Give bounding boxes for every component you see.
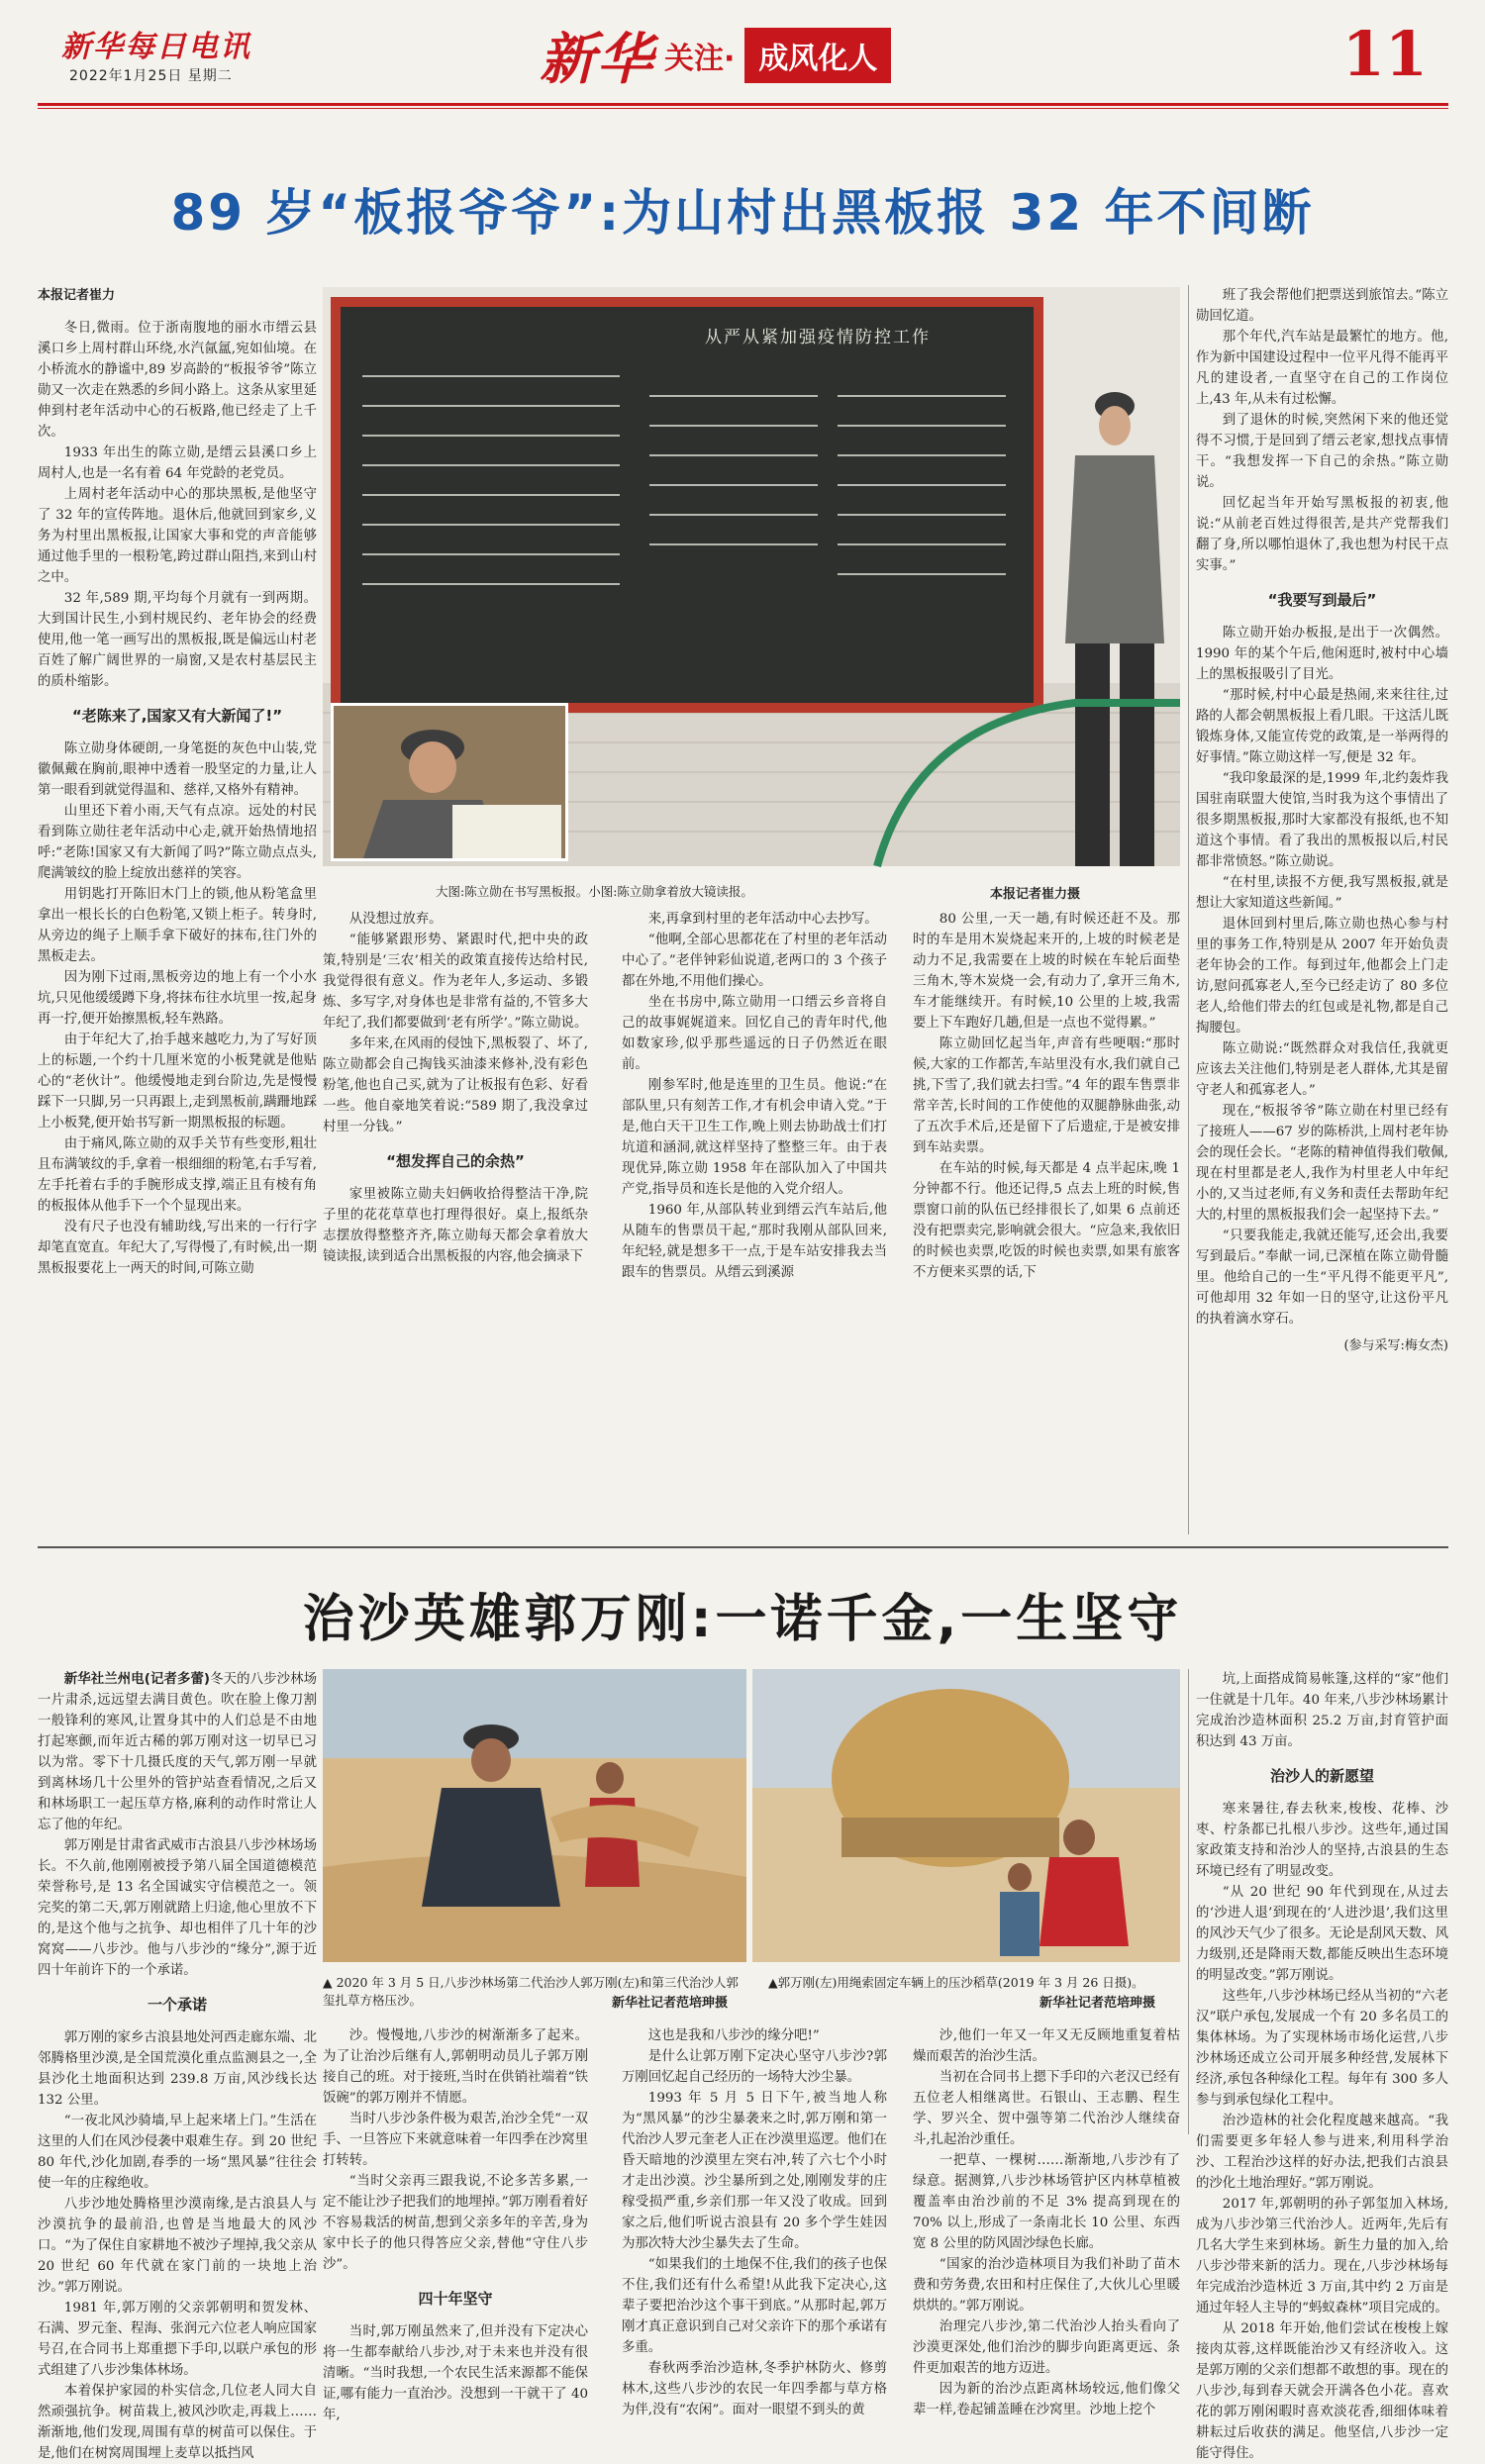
column-rule <box>1188 285 1189 1534</box>
story2-column-4 <box>913 2025 1180 2417</box>
page-number: 11 <box>1341 18 1428 90</box>
paragraph: 治沙造林的社会化程度越来越高。“我们需要更多年轻人参与进来,利用科学治沙、工程治沙这样的好办法,把我们古浪县的沙化土地治理好。”郭万刚说。 <box>1196 2114 1448 2191</box>
paragraph: 1933 年出生的陈立勋,是缙云县溪口乡上周村人,也是一名有着 64 年党龄的老党员。 <box>38 445 317 481</box>
paragraph: 郭万刚是甘肃省武威市古浪县八步沙林场场长。不久前,他刚刚被授予第八届全国道德模范荣誉称号,是 13 名全国诚实守信模范之一。领完奖的第二天,郭万刚就踏上归途,他心里放不下的,是这个他与之抗争、却也相伴了几十年的沙窝窝——八步沙。他与八步沙的“缘分”,源于近四十年前许下的一个承诺。 <box>38 1838 317 1978</box>
paragraph: 到了退休的时候,突然闲下来的他还觉得不习惯,于是回到了缙云老家,想找点事情干。“我想发挥一下自己的余热。”陈立勋说。 <box>1196 413 1448 490</box>
story2-photo-1-caption: ▲ 2020 年 3 月 5 日,八步沙林场第二代治沙人郭万刚(左)和第三代治沙人郭玺扎草方格压沙。 <box>323 1975 739 2008</box>
subheading: 一个承诺 <box>147 1996 207 2014</box>
paragraph: 来,再拿到村里的老年活动中心去抄写。 <box>647 912 878 927</box>
story1-column-1 <box>38 285 317 1534</box>
story1-column-5 <box>1196 285 1448 1534</box>
header-rule-thin <box>38 108 1448 109</box>
paragraph: 因为刚下过雨,黑板旁边的地上有一个小水坑,只见他缓缓蹲下身,将抹布往水坑里一按,起身再一拧,便开始擦黑板,轻车熟路。 <box>38 970 317 1027</box>
story2-photo-2-credit: 新华社记者范培珅摄 <box>1040 1996 1156 2011</box>
paragraph: “他啊,全部心思都花在了村里的老年活动中心了。”老伴钟彩仙说道,老两口的 3 个孩子都在外地,不用他们操心。 <box>622 933 887 989</box>
story2-column-3 <box>622 2025 887 2417</box>
story1-photo-credit: 本报记者崔力摄 <box>990 887 1081 902</box>
paragraph: 寒来暑往,春去秋来,梭梭、花棒、沙枣、柠条都已扎根八步沙。这些年,通过国家政策支持和治沙人的坚持,古浪县的生态环境已经有了明显改变。 <box>1196 1802 1448 1879</box>
dateline: 新华社兰州电(记者多蕾) <box>63 1672 211 1687</box>
paragraph: “只要我能走,我就还能写,还会出,我要写到最后。”奉献一词,已深植在陈立勋骨髓里。他给自己的一生“平凡得不能更平凡”,可他却用 32 年如一日的坚守,让这份平凡的执着滴水穿石。 <box>1196 1229 1448 1327</box>
paragraph: 沙。慢慢地,八步沙的树渐渐多了起来。为了让治沙后继有人,郭朝明动员儿子郭万刚接自己的班。对于接班,当时在供销社端着“铁饭碗”的郭万刚并不情愿。 <box>323 2028 588 2106</box>
story2-photo-1 <box>323 1669 746 1962</box>
paragraph: 用钥匙打开陈旧木门上的锁,他从粉笔盒里拿出一根长长的白色粉笔,又锁上柜子。转身时,从旁边的绳子上顺手拿下破好的抹布,往门外的黑板走去。 <box>38 887 317 964</box>
paragraph: “如果我们的土地保不住,我们的孩子也保不住,我们还有什么希望!从此我下定决心,这辈子要把治沙这个事干到底。”从那时起,郭万刚才真正意识到自己对父亲许下的那个承诺有多重。 <box>622 2257 887 2355</box>
paragraph: 这些年,八步沙林场已经从当初的“六老汉”联户承包,发展成一个有 20 多名员工的集体林场。为了实现林场市场化运营,八步沙林场还成立公司开展多种经营,发展林下经济,承包各种绿化工程。每年有 300 多人参与到承包绿化工程中。 <box>1196 1989 1448 2108</box>
paragraph: 陈立勋说:“既然群众对我信任,我就更应该去关注他们,特别是老人群体,尤其是留守老人和孤寡老人。” <box>1196 1041 1448 1098</box>
paragraph: 家里被陈立勋夫妇俩收拾得整洁干净,院子里的花花草草也打理得很好。桌上,报纸杂志摆放得整整齐齐,陈立勋每天都会拿着放大镜读报,读到适合出黑板报的内容,他会摘录下 <box>323 1187 588 1264</box>
paragraph: 没有尺子也没有辅助线,写出来的一行行字却笔直宽直。年纪大了,写得慢了,有时候,出一期黑板报要花上一两天的时间,可陈立勋 <box>38 1220 317 1276</box>
paragraph: “从 20 世纪 90 年代到现在,从过去的‘沙进人退’到现在的‘人进沙退’,我们这里的风沙天气少了很多。无论是刮风天数、风力级别,还是降雨天数,都能反映出生态环境的明显改变。”郭万刚说。 <box>1196 1885 1448 1983</box>
story1-headline: 89 岁“板报爷爷”:为山村出黑板报 32 年不间断 <box>170 184 1315 242</box>
paragraph: “能够紧跟形势、紧跟时代,把中央的政策,特别是‘三农’相关的政策直接传达给村民,我觉得很有意义。作为老年人,多运动、多锻炼、多写字,对身体也是非常有益的,不管多大年纪了,我们都要做到‘老有所学’。”陈立勋说。 <box>323 933 588 1031</box>
story1-column-2 <box>323 909 588 1534</box>
paragraph: 1981 年,郭万刚的父亲郭朝明和贺发林、石满、罗元奎、程海、张润元六位老人响应国家号召,在合同书上郑重摁下手印,以联户承包的形式组建了八步沙集体林场。 <box>38 2301 317 2378</box>
blackboard-title: 从严从紧加强疫情防控工作 <box>705 328 931 347</box>
paragraph: 班了我会帮他们把票送到旅馆去。”陈立勋回忆道。 <box>1196 288 1448 324</box>
paragraph: “我印象最深的是,1999 年,北约轰炸我国驻南联盟大使馆,当时我为这个事情出了很多期黑板报,那时大家都没有报纸,也不知道这个事情。看了我出的黑板报以后,村民都非常愤怒。”陈立勋说。 <box>1196 771 1448 869</box>
story2-photo-2-caption: ▲郭万刚(左)用绳索固定车辆上的压沙稻草(2019 年 3 月 26 日摄)。 <box>768 1975 1144 1990</box>
story2-headline: 治沙英雄郭万刚:一诺千金,一生坚守 <box>302 1590 1183 1649</box>
header-rule <box>38 103 1448 106</box>
paragraph: 因为新的治沙点距离林场较远,他们像父辈一样,卷起铺盖睡在沙窝里。沙地上挖个 <box>913 2382 1180 2417</box>
paragraph: 一把草、一棵树……渐渐地,八步沙有了绿意。据测算,八步沙林场管护区内林草植被覆盖率由治沙前的不足 3% 提高到现在的 70% 以上,形成了一条南北长 10 公里、东西宽 8 公里的防风固沙绿色长廊。 <box>913 2153 1180 2251</box>
subheading: “想发挥自己的余热” <box>386 1152 525 1170</box>
column-rule <box>1188 1669 1189 2134</box>
paragraph: 这也是我和八步沙的缘分吧!” <box>647 2028 820 2043</box>
paragraph: 从没想过放弃。 <box>348 912 443 927</box>
paragraph: 治理完八步沙,第二代治沙人抬头看向了沙漠更深处,他们治沙的脚步向距离更远、条件更加艰苦的地方迈进。 <box>913 2319 1180 2376</box>
column-name: 成风化人 <box>744 28 891 83</box>
story2-column-2 <box>323 2025 588 2422</box>
story1-column-4 <box>913 909 1180 1534</box>
paragraph: 由于年纪大了,抬手越来越吃力,为了写好顶上的标题,一个约十几厘米宽的小板凳就是他贴心的“老伙计”。他缓慢地走到台阶边,先是慢慢踩下一只脚,另一只再跟上,走到黑板前,蹒跚地踩上小板凳,便开始书写新一期黑板报的标题。 <box>38 1033 317 1131</box>
paragraph: 1993 年 5 月 5 日下午,被当地人称为“黑风暴”的沙尘暴袭来之时,郭万刚和第一代治沙人罗元奎老人正在沙漠里巡逻。他们在昏天暗地的沙漠里左突右冲,转了六七个小时才走出沙漠。沙尘暴所到之处,刚刚发芽的庄稼受损严重,乡亲们那一年又没了收成。回到家之后,他们听说古浪县有 20 多个学生娃因为那次特大沙尘暴失去了生命。 <box>622 2091 887 2251</box>
section-banner <box>540 14 891 97</box>
paragraph: 郭万刚的家乡古浪县地处河西走廊东端、北邻腾格里沙漠,是全国荒漠化重点监测县之一,全县沙化土地面积达到 239.8 万亩,风沙线长达 132 公里。 <box>38 2030 317 2108</box>
story2-photo-1-credit: 新华社记者范培珅摄 <box>612 1996 729 2011</box>
paragraph: 回忆起当年开始写黑板报的初衷,他说:“从前老百姓过得很苦,是共产党帮我们翻了身,所以哪怕退休了,我也想为村民干点实事。” <box>1196 496 1448 573</box>
paragraph: 陈立勋开始办板报,是出于一次偶然。1990 年的某个午后,他闲逛时,被村中心墙上的黑板报吸引了目光。 <box>1196 626 1448 682</box>
paragraph: 1960 年,从部队转业到缙云汽车站后,他从随车的售票员干起,“那时我刚从部队回来,年纪轻,就是想多干一点,于是车站安排我去当跟车的售票员。从缙云到溪源 <box>622 1203 887 1280</box>
paragraph: 那个年代,汽车站是最繁忙的地方。他,作为新中国建设过程中一位平凡得不能再平凡的建设者,一直坚守在自己的工作岗位上,43 年,从未有过松懈。 <box>1196 330 1448 407</box>
paragraph: 本着保护家园的朴实信念,几位老人同大自然顽强抗争。树苗栽上,被风沙吹走,再栽上……渐渐地,他们发现,周围有草的树苗可以保住。于是,他们在树窝周围埋上麦草以抵挡风 <box>38 2384 317 2461</box>
paragraph: “国家的治沙造林项目为我们补助了苗木费和劳务费,农田和村庄保住了,大伙儿心里暖烘烘的。”郭万刚说。 <box>913 2257 1180 2314</box>
paper-name: 新华每日电讯 <box>61 30 251 64</box>
issue-date: 2022年1月25日 星期二 <box>69 68 233 84</box>
paragraph: 当时,郭万刚虽然来了,但并没有下定决心将一生都奉献给八步沙,对于未来也并没有很清晰。“当时我想,一个农民生活来源都不能保证,哪有能力一直治沙。没想到一干就干了 40 年, <box>323 2324 588 2422</box>
paragraph: 八步沙地处腾格里沙漠南缘,是古浪县人与沙漠抗争的最前沿,也曾是当地最大的风沙口。“为了保住自家耕地不被沙子埋掉,我父亲从 20 世纪 60 年代就在家门前的一块地上治沙。”郭万刚说。 <box>38 2197 317 2295</box>
subheading: “我要写到最后” <box>1267 591 1377 609</box>
paragraph: 在车站的时候,每天都是 4 点半起床,晚 1 分钟都不行。他还记得,5 点去上班的时候,售票窗口前的队伍已经排很长了,如果 6 点前还没有把票卖完,影响就会很大。“应急来,我依旧的时候也卖票,吃饭的时候也卖票,如果有旅客不方便来买票的话,下 <box>913 1161 1180 1280</box>
paragraph: 从 2018 年开始,他们尝试在梭梭上嫁接肉苁蓉,这样既能治沙又有经济收入。这是郭万刚的父亲们想都不敢想的事。现在的八步沙,每到春天就会开满各色小花。喜欢花的郭万刚闲暇时喜欢淡花香,细细体味着耕耘过后收获的满足。他坚信,八步沙一定能守得住。 <box>1196 2321 1448 2461</box>
story2-column-5 <box>1196 1669 1448 2461</box>
section-label: 关注· <box>664 42 736 76</box>
masthead <box>0 0 1485 109</box>
paragraph: “那时候,村中心最是热闹,来来往往,过路的人都会朝黑板报上看几眼。干这活儿既锻炼身体,又能宣传党的政策,是一举两得的好事情。”陈立勋这样一写,便是 32 年。 <box>1196 688 1448 765</box>
paragraph: 陈立勋回忆起当年,声音有些哽咽:“那时候,大家的工作都苦,车站里没有水,我们就自己挑,下雪了,我们就去扫雪。”4 年的跟车售票非常辛苦,长时间的工作使他的双腿静脉曲张,动了五次手术后,还是留下了后遗症,于是被安排到车站卖票。 <box>913 1036 1180 1155</box>
paragraph: 多年来,在风雨的侵蚀下,黑板裂了、坏了,陈立勋都会自己掏钱买油漆来修补,没有彩色粉笔,他也自己买,就为了让板报有色彩、好看一些。他自豪地笑着说:“589 期了,我没拿过村里一分钱。” <box>323 1036 588 1134</box>
contributor-note: (参与采写:梅女杰) <box>1343 1338 1448 1353</box>
xinhua-logo: 新华 <box>540 27 654 92</box>
paragraph: 当时八步沙条件极为艰苦,治沙全凭“一双手、一旦答应下来就意味着一年四季在沙窝里打转转。 <box>323 2112 588 2168</box>
paragraph: “一夜北风沙骑墙,早上起来堵上门。”生活在这里的人们在风沙侵袭中艰难生存。到 20 世纪 80 年代,沙化加剧,春季的一场“黑风暴”往往会使一年的庄稼绝收。 <box>38 2114 317 2191</box>
paragraph: 由于痛风,陈立勋的双手关节有些变形,粗壮且布满皱纹的手,拿着一根细细的粉笔,右手写着,左手托着右手的手腕形成支撑,端正且有棱有角的板报体从他手下一个个显现出来。 <box>38 1136 317 1214</box>
story2-photo-2 <box>752 1669 1180 1962</box>
story-divider <box>38 1546 1448 1548</box>
paragraph: 现在,“板报爷爷”陈立勋在村里已经有了接班人——67 岁的陈桥洪,上周村老年协会的现任会长。“老陈的精神值得我们敬佩,现在村里都是老人,我作为村里老人中年纪小的,又当过老师,有义务和责任去帮助年纪大的,村里的黑板报我们会一起坚持下去。” <box>1196 1104 1448 1223</box>
paragraph: 山里还下着小雨,天气有点凉。远处的村民看到陈立勋往老年活动中心走,就开始热情地招呼:“老陈!国家又有大新闻了吗?”陈立勋点点头,爬满皱纹的脸上绽放出慈祥的笑容。 <box>38 804 317 881</box>
story1-byline: 本报记者崔力 <box>38 288 116 303</box>
paragraph: 当初在合同书上摁下手印的六老汉已经有五位老人相继离世。石银山、王志鹏、程生学、罗兴全、贺中强等第二代治沙人继续奋斗,扎起治沙重任。 <box>913 2070 1180 2147</box>
paragraph: 春秋两季治沙造林,冬季护林防火、修剪林木,这些八步沙的农民一年四季都与草方格为伴,没有“农闲”。面对一眼望不到头的黄 <box>622 2361 887 2417</box>
paragraph: 陈立勋身体硬朗,一身笔挺的灰色中山装,党徽佩戴在胸前,眼神中透着一股坚定的力量,让人第一眼看到就觉得温和、慈祥,又格外有精神。 <box>38 741 317 798</box>
subheading: 治沙人的新愿望 <box>1269 1767 1374 1785</box>
story1-main-photo <box>323 287 1180 866</box>
paragraph: 退休回到村里后,陈立勋也热心参与村里的事务工作,特别是从 2007 年开始负责老年协会的工作。每到过年,他都会上门走访,慰问孤寡老人,至今已经走访了 80 多位老人,给他们带去的红包或是礼物,都是自己掏腰包。 <box>1196 917 1448 1035</box>
paragraph: 32 年,589 期,平均每个月就有一到两期。大到国计民生,小到村规民约、老年协会的经费使用,他一笔一画写出的黑板报,既是偏远山村老百姓了解广阔世界的一扇窗,又是农村基层民主的质朴缩影。 <box>38 591 317 689</box>
paragraph: 坑,上面搭成简易帐篷,这样的“家”他们一住就是十几年。40 年来,八步沙林场累计完成治沙造林面积 25.2 万亩,封育管护面积达到 43 万亩。 <box>1196 1672 1448 1749</box>
paragraph: 刚参军时,他是连里的卫生员。他说:“在部队里,只有刻苦工作,才有机会申请入党。”于是,他白天干卫生工作,晚上则去协助战士们打坑道和涵洞,就这样坚持了整整三年。由于表现优异,陈立勋 1958 年在部队加入了中国共产党,指导员和连长是他的入党介绍人。 <box>622 1078 887 1197</box>
story1-photo-caption: 大图:陈立勋在书写黑板报。小图:陈立勋拿着放大镜读报。 <box>436 884 753 899</box>
subheading: 四十年坚守 <box>418 2290 493 2308</box>
paragraph: 坐在书房中,陈立勋用一口缙云乡音将自己的故事娓娓道来。回忆自己的青年时代,他如数家珍,似乎那些遥远的日子仍然近在眼前。 <box>622 995 887 1072</box>
story1-inset-photo <box>331 703 568 861</box>
paragraph: “当时父亲再三跟我说,不论多苦多累,一定不能让沙子把我们的地埋掉。”郭万刚看着好不容易栽活的树苗,想到父亲多年的辛苦,身为家中长子的他只得答应父亲,替他“守住八步沙”。 <box>323 2174 588 2272</box>
paragraph: 冬日,微雨。位于浙南腹地的丽水市缙云县溪口乡上周村群山环绕,水汽氤氲,宛如仙境。在小桥流水的静谧中,89 岁高龄的“板报爷爷”陈立勋又一次走在熟悉的乡间小路上。这条从家里延伸到村老年活动中心的石板路,他已经走了上千次。 <box>38 321 317 440</box>
paragraph: 新华社兰州电(记者多蕾)冬天的八步沙林场一片肃杀,远远望去满目黄色。吹在脸上像刀割一般锋利的寒风,让置身其中的人们总是不由地打起寒颤,而年近古稀的郭万刚对这一切早已习以为常。零下十几摄氏度的天气,郭万刚一早就到离林场几十公里外的管护站查看情况,之后又和林场职工一起压草方格,麻利的动作时常让人忘了他的年纪。 <box>38 1672 317 1832</box>
paragraph: 沙,他们一年又一年又无反顾地重复着枯燥而艰苦的治沙生活。 <box>913 2028 1180 2064</box>
paragraph: 是什么让郭万刚下定决心坚守八步沙?郭万刚回忆起自己经历的一场特大沙尘暴。 <box>622 2049 887 2085</box>
paragraph: “在村里,读报不方便,我写黑板报,就是想让大家知道这些新闻。” <box>1196 875 1448 911</box>
paragraph: 上周村老年活动中心的那块黑板,是他坚守了 32 年的宣传阵地。退休后,他就回到家乡,义务为村里出黑板报,让国家大事和党的声音能够通过他手里的一根粉笔,跨过群山阻挡,来到山村之中。 <box>38 487 317 585</box>
story2-column-1 <box>38 1669 317 2461</box>
story1-column-3 <box>622 909 887 1534</box>
paragraph: 80 公里,一天一趟,有时候还赶不及。那时的车是用木炭烧起来开的,上坡的时候老是动力不足,我需要在上坡的时候在车轮后面垫三角木,等木炭烧一会,有动力了,拿开三角木,车才能继续开。有时候,10 公里的上坡,我需要上下车跑好几趟,但是一点也不觉得累。” <box>913 912 1180 1031</box>
subheading: “老陈来了,国家又有大新闻了!” <box>71 707 283 725</box>
paragraph: 2017 年,郭朝明的孙子郭玺加入林场,成为八步沙第三代治沙人。近两年,先后有几名大学生来到林场。新生力量的加入,给八步沙带来新的活力。现在,八步沙林场每年完成治沙造林近 3 万亩,其中约 2 万亩是通过年轻人主导的“蚂蚁森林”项目完成的。 <box>1196 2197 1448 2316</box>
